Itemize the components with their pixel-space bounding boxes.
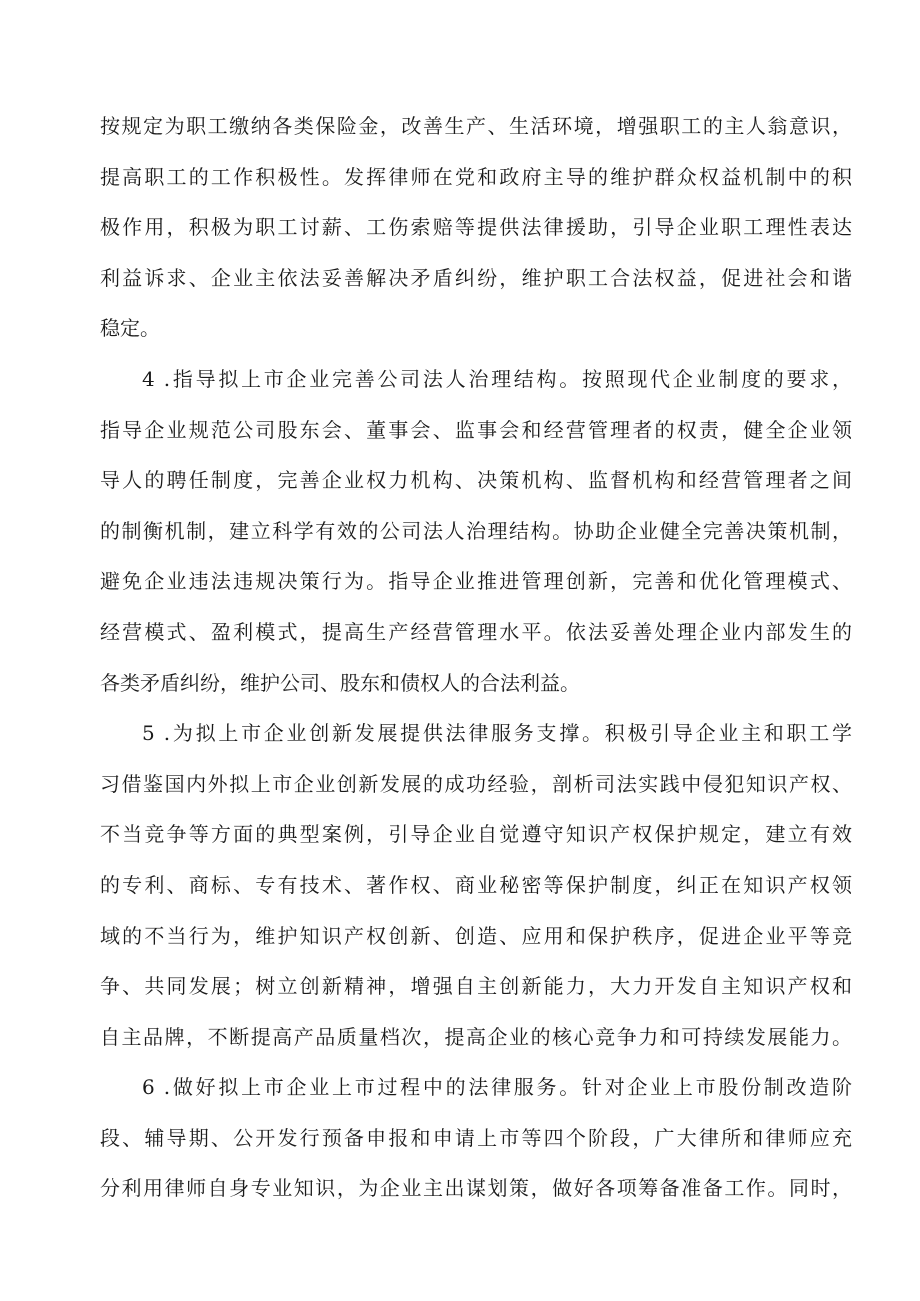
paragraph-first-line: 4 .指导拟上市企业完善公司法人治理结构。按照现代企业制度的要求， — [142, 366, 852, 391]
text-line: 各类矛盾纠纷，维护公司、股东和债权人的合法利益。 — [100, 670, 580, 695]
paragraph-first-line: 6 .做好拟上市企业上市过程中的法律服务。针对企业上市股份制改造阶 — [142, 1075, 852, 1100]
text-line: 争、共同发展；树立创新精神，增强自主创新能力，大力开发自主知识产权和 — [100, 974, 852, 999]
text-line: 域的不当行为，维护知识产权创新、创造、应用和保护秩序，促进企业平等竞 — [100, 923, 852, 948]
text-line: 段、辅导期、公开发行预备申报和申请上市等四个阶段，广大律所和律师应充 — [100, 1125, 852, 1150]
text-line: 稳定。 — [100, 316, 160, 341]
text-line: 提高职工的工作积极性。发挥律师在党和政府主导的维护群众权益机制中的积 — [100, 164, 852, 189]
text-line: 自主品牌，不断提高产品质量档次，提高企业的核心竞争力和可持续发展能力。 — [100, 1024, 852, 1049]
text-line: 不当竞争等方面的典型案例，引导企业自觉遵守知识产权保护规定，建立有效 — [100, 822, 852, 847]
text-line: 避免企业违法违规决策行为。指导企业推进管理创新，完善和优化管理模式、 — [100, 569, 852, 594]
text-line: 分利用律师自身专业知识，为企业主出谋划策，做好各项筹备准备工作。同时， — [100, 1176, 852, 1201]
text-line: 导人的聘任制度，完善企业权力机构、决策机构、监督机构和经营管理者之间 — [100, 468, 852, 493]
text-line: 极作用，积极为职工讨薪、工伤索赔等提供法律援助，引导企业职工理性表达 — [100, 215, 852, 240]
text-line: 的制衡机制，建立科学有效的公司法人治理结构。协助企业健全完善决策机制， — [100, 518, 852, 543]
text-line: 习借鉴国内外拟上市企业创新发展的成功经验，剖析司法实践中侵犯知识产权、 — [100, 771, 852, 796]
text-line: 指导企业规范公司股东会、董事会、监事会和经营管理者的权责，健全企业领 — [100, 417, 852, 442]
body-text — [100, 101, 852, 1214]
text-line: 的专利、商标、专有技术、著作权、商业秘密等保护制度，纠正在知识产权领 — [100, 872, 852, 897]
text-line: 按规定为职工缴纳各类保险金，改善生产、生活环境，增强职工的主人翁意识， — [100, 114, 852, 138]
paragraph-first-line: 5 .为拟上市企业创新发展提供法律服务支撑。积极引导企业主和职工学 — [142, 721, 852, 746]
text-line: 利益诉求、企业主依法妥善解决矛盾纠纷，维护职工合法权益，促进社会和谐 — [100, 265, 852, 290]
text-line: 经营模式、盈利模式，提高生产经营管理水平。依法妥善处理企业内部发生的 — [100, 619, 852, 644]
